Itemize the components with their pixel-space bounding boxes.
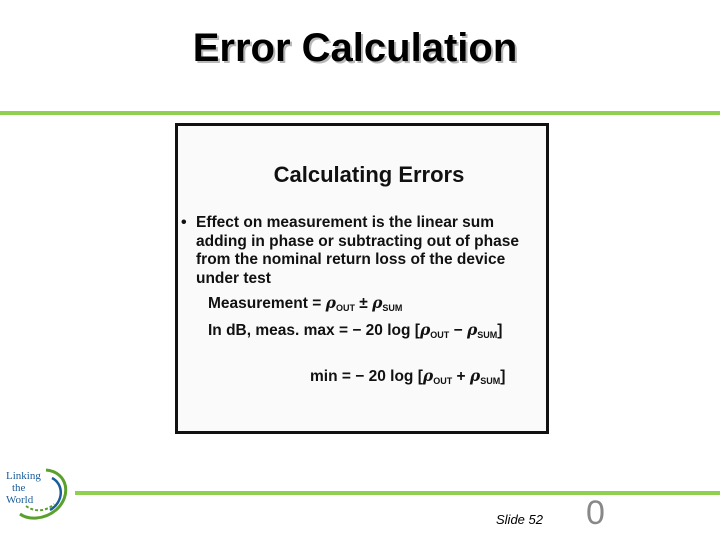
top-divider (0, 111, 720, 115)
slide-title: Error Calculation (192, 26, 518, 70)
equation-min: min = − 20 $\log [\rho_{OUT} + \rho_{SUM}]$ (310, 366, 506, 386)
scanned-figure (175, 123, 549, 434)
equation-max: In dB, meas. max = − 20 $\log [\rho_{OUT} - \rho_{SUM}]$ (208, 320, 503, 340)
bullet-dot: • (181, 214, 187, 231)
figure-title: Calculating Errors (273, 162, 465, 187)
eq-label: Measurement (208, 295, 308, 312)
slide-number-label: Slide 52 (496, 512, 543, 527)
corner-number: 0 (586, 494, 605, 532)
eq-label: min (310, 368, 338, 385)
bottom-divider (75, 491, 720, 495)
logo-text: Linking the World (6, 470, 41, 506)
bullet-line: adding in phase or subtracting out of phase (196, 232, 519, 250)
bullet-line: from the nominal return loss of the device (196, 251, 506, 268)
bullet-line: under test (196, 269, 271, 287)
bullet-line: Effect on measurement is the linear sum (196, 214, 495, 231)
linking-the-world-logo (6, 462, 74, 524)
bullet-text (196, 214, 536, 288)
equation-measurement: Measurement = $\rho_{OUT} \pm \rho_{SUM}$ (208, 293, 403, 313)
eq-label: In dB, meas. max (208, 322, 335, 339)
